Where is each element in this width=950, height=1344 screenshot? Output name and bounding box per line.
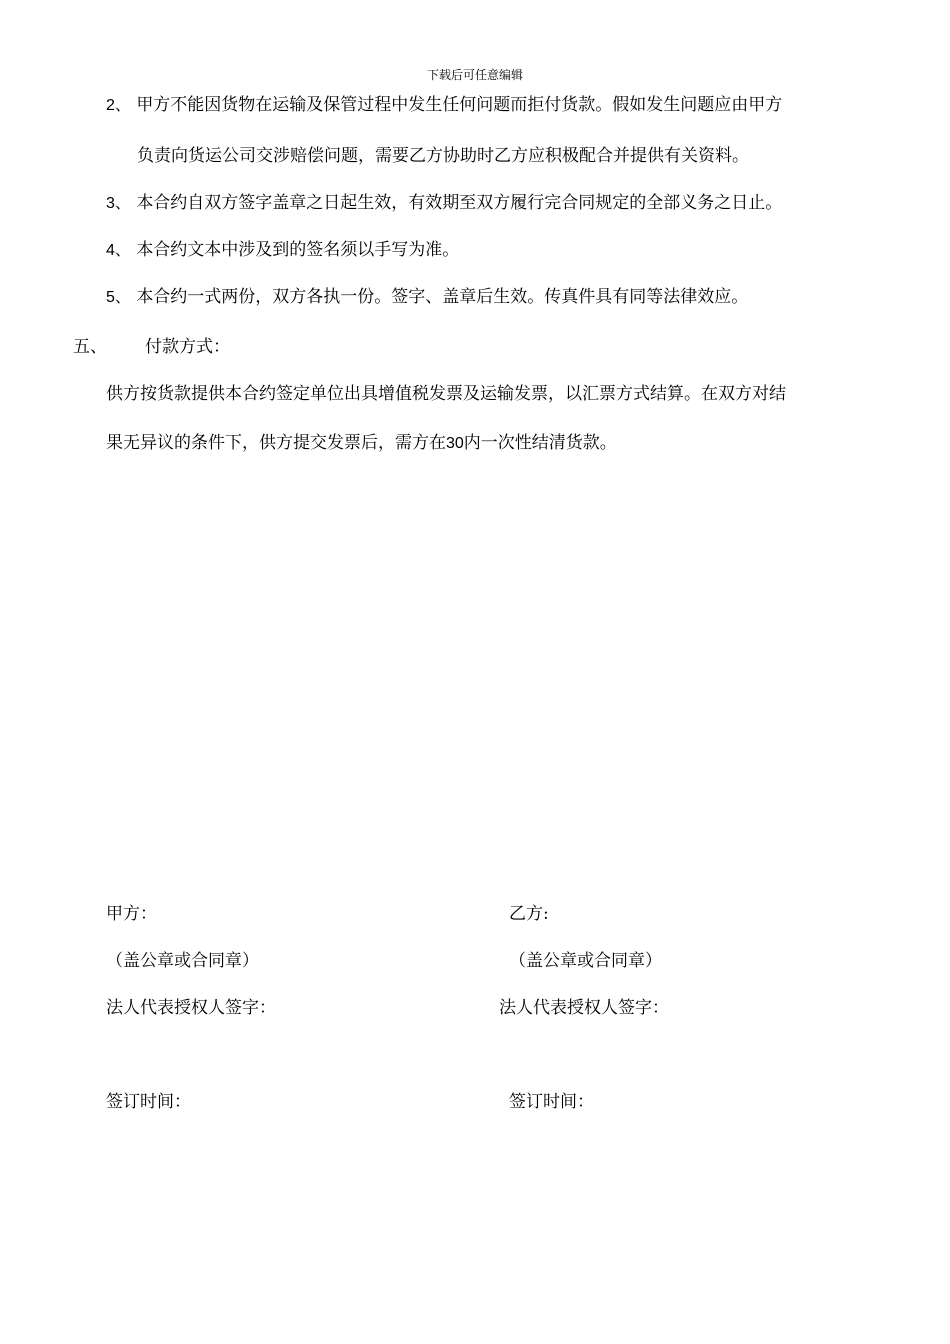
clause-5-number: 5、 [106, 289, 131, 306]
clause-2-line-1 [106, 94, 782, 117]
clause-4-text: 本合约文本中涉及到的签名须以手写为准。 [136, 240, 460, 260]
payment-para-line-2-after: 内一次性结清货款。 [463, 433, 617, 453]
clause-2-number: 2、 [106, 97, 131, 114]
party-b-label: 乙方: [509, 904, 549, 924]
clause-3-text: 本合约自双方签字盖章之日起生效，有效期至双方履行完合同规定的全部义务之日止。 [136, 193, 783, 213]
payment-days-number: 30 [446, 435, 464, 452]
payment-para-line-2 [106, 432, 617, 455]
party-b-representative: 法人代表授权人签字： [499, 998, 669, 1018]
clause-2-text-1: 甲方不能因货物在运输及保管过程中发生任何问题而拒付货款。假如发生问题应由甲方 [136, 95, 783, 115]
section-5-heading [73, 336, 230, 358]
clause-3-number: 3、 [106, 195, 131, 212]
party-a-seal: （盖公章或合同章） [106, 951, 259, 971]
party-b-seal: （盖公章或合同章） [509, 951, 662, 971]
payment-para-line-2-before: 果无异议的条件下，供方提交发票后，需方在 [106, 433, 446, 453]
clause-5 [106, 286, 748, 309]
payment-para-line-1: 供方按货款提供本合约签定单位出具增值税发票及运输发票，以汇票方式结算。在双方对结 [106, 384, 786, 404]
section-5-number: 五、 [73, 337, 107, 357]
clause-3 [106, 192, 782, 215]
party-b-sign-date: 签订时间： [509, 1092, 594, 1112]
header-note: 下载后可任意编辑 [426, 68, 523, 82]
party-a-representative: 法人代表授权人签字： [106, 998, 276, 1018]
section-5-title: 付款方式： [145, 337, 230, 357]
party-a-label: 甲方： [106, 904, 157, 924]
clause-2-line-2: 负责向货运公司交涉赔偿问题，需要乙方协助时乙方应积极配合并提供有关资料。 [137, 146, 749, 166]
clause-5-text: 本合约一式两份，双方各执一份。签字、盖章后生效。传真件具有同等法律效应。 [136, 287, 749, 307]
clause-4 [106, 239, 459, 262]
clause-4-number: 4、 [106, 242, 131, 259]
party-a-sign-date: 签订时间： [106, 1092, 191, 1112]
